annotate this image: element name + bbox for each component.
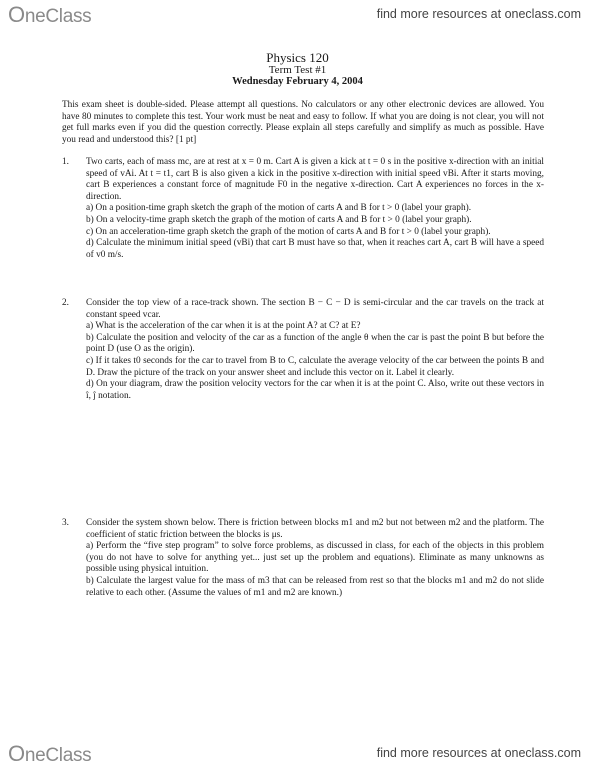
question-part: c) On an acceleration-time graph sketch the graph of the motion of carts A and B for t > 0 (label your graph). [86,226,491,237]
logo-text: neClass [24,745,92,766]
logo-letter: O [8,2,25,27]
course-title: Physics 120 [266,50,329,65]
question-1 [62,157,544,261]
header-tagline[interactable]: find more resources at oneclass.com [376,7,581,21]
question-part: a) On a position-time graph sketch the graph of the motion of carts A and B for t > 0 (label your graph). [86,203,472,214]
question-part: c) If it takes t0 seconds for the car to travel from B to C, calculate the average velocity of the car between the points B and D. Draw the picture of the track on your answer sheet and include this vector on it. Label it clearly. [86,355,544,378]
instructions: This exam sheet is double-sided. Please attempt all questions. No calculators or any other electronic devices are allowed. You have 80 minutes to complete this test. Your work must be neat and easy to follow. If what you are doing is not clear, you will not get full marks even if you did the question correctly. Please explain all steps carefully and simplify as much as possible. Have you read and understood this? [1 pt] [62,100,544,145]
logo-text: neClass [24,6,92,27]
question-part: d) On your diagram, draw the position velocity vectors for the car when it is at the point C. Also, write out these vectors in î, ĵ notation. [86,379,544,401]
question-part: a) What is the acceleration of the car when it is at the point A? at C? at E? [86,321,361,332]
question-part: b) Calculate the largest value for the mass of m3 that can be released from rest so that the blocks m1 and m2 do not slide relative to each other. (Assume the values of m1 and m2 are known.) [86,575,544,598]
question-part: a) Perform the “five step program” to solve force problems, as discussed in class, for each of the objects in this problem (you do not have to solve for anything yet... just set up the problem and equations). Eliminate as many unknowns as possible using physical intuition. [86,541,544,575]
footer-tagline[interactable]: find more resources at oneclass.com [376,746,581,760]
question-stem: Consider the system shown below. There is friction between blocks m1 and m2 but not between m2 and the platform. The coefficient of static friction between the blocks is μs. [86,518,544,540]
question-number: 1. [62,157,69,167]
logo-letter: O [8,741,25,766]
oneclass-logo-bottom [8,741,91,767]
question-part: d) Calculate the minimum initial speed (vBi) that cart B must have so that, when it reaches cart A, cart B will have a speed of v0 m/s. [86,238,544,260]
question-part: b) On a velocity-time graph sketch the graph of the motion of carts A and B for t > 0 (label your graph). [86,214,472,225]
question-2 [62,298,544,402]
test-date: Wednesday February 4, 2004 [232,76,363,87]
oneclass-logo-top [8,2,91,28]
question-part: b) Calculate the position and velocity of the car as a function of the angle θ when the car is past the point B but before the point D (use O as the origin). [86,332,544,355]
question-stem: Consider the top view of a race-track shown. The section B − C − D is semi-circular and the car travels on the track at constant speed vcar. [86,298,544,320]
exam-title-block [0,52,595,88]
question-number: 3. [62,518,69,528]
test-title: Term Test #1 [268,64,327,76]
question-number: 2. [62,298,69,308]
question-stem: Two carts, each of mass mc, are at rest at x = 0 m. Cart A is given a kick at t = 0 s in the positive x-direction with an initial speed of vAi. At t = t1, cart B is also given a kick in the positive x-direction with initial speed vBi. After it starts moving, cart B experiences a constant force of magnitude F0 in the negative x-direction. Cart A experiences no forces in the x-direction. [86,157,544,202]
question-3 [62,518,544,599]
